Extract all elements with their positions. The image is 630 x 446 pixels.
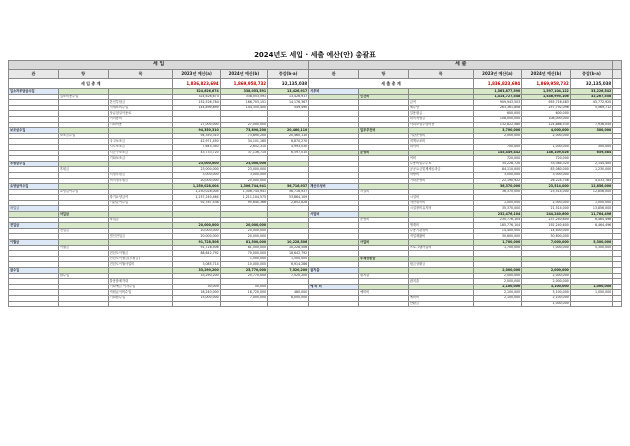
cell-rb: 3,100,000 (522, 290, 571, 296)
cell-lm: 불용품매각대 (108, 279, 173, 285)
cell-rb: 2,000,000 (522, 200, 571, 206)
cell-ra: 36,370,000 (473, 189, 522, 195)
cell-lk: 전입금 (9, 223, 59, 229)
cell-rk: 잡지출 (309, 268, 359, 274)
cell-lc: 18,642,792 (268, 251, 309, 257)
cell-lm: 상급침실이용료 (108, 111, 173, 117)
section-header-row (9, 61, 622, 70)
cell-rm: 제수당 (408, 105, 473, 111)
cell-rc: 13,856,000 (570, 206, 612, 212)
cell-lb: 20,000,000 (220, 178, 267, 184)
cell-rm: 프로그램사업비 (408, 245, 473, 251)
cell-rb: 124,886,530 (522, 122, 571, 128)
cell-rh: 운영비 (359, 217, 409, 223)
cell-rc: 1,230,000 (570, 167, 612, 173)
expense-section-header: 세 출 (309, 61, 613, 70)
cell-rc: 45,772,920 (570, 100, 612, 106)
cell-lc: 56,716,937 (268, 184, 309, 190)
cell-lc: 4,993,030 (268, 144, 309, 150)
cell-ra: 1,700,000 (473, 240, 522, 246)
cell-la: 20,000,000 (173, 223, 220, 229)
cell-lb: 73,890,200 (220, 128, 267, 134)
cell-lk: 요양급여수입 (9, 184, 59, 190)
cell-lm: 국고보조금 (108, 139, 173, 145)
cell-lc: 480,000 (268, 290, 309, 296)
cell-lc: 8,870,270 (268, 139, 309, 145)
cell-lh: 보조금수입 (58, 133, 108, 139)
cell-rb: 23,514,000 (522, 184, 571, 190)
cell-lm (108, 301, 173, 307)
cell-la: 152,526,784 (173, 100, 220, 106)
cell-lm: 전년도이월금(후원금) (108, 256, 173, 262)
cell-la: 324,626,674 (173, 89, 220, 95)
cell-la: 91,728,506 (173, 240, 220, 246)
cell-lb: 1,500,000 (220, 256, 267, 262)
cell-ra: 263,361,808 (473, 105, 522, 111)
cell-la: 3,000,000 (173, 172, 220, 178)
cell-lm: 장기요양급여 (108, 195, 173, 201)
cell-rc: 659,584 (570, 150, 612, 156)
cell-lb: 25,770,000 (220, 273, 267, 279)
cell-rc: 1,000,000 (570, 200, 612, 206)
cell-lb: 18,720,000 (220, 290, 267, 296)
cell-la: 15,000,000 (173, 295, 220, 301)
cell-lb: 1,306,744,941 (220, 184, 267, 190)
cell-la: 20,000,000 (173, 178, 220, 184)
cell-ra (473, 301, 522, 307)
cell-rh: 운영비 (359, 150, 409, 156)
cell-rb: 237,240,600 (522, 217, 571, 223)
cell-ra: 2,000,000 (473, 279, 522, 285)
cell-rc: 6,464,496 (570, 223, 612, 229)
col-mok: 목 (108, 70, 173, 79)
cell-lb: 1,306,744,941 (220, 189, 267, 195)
cell-rc: 12,856,000 (570, 189, 612, 195)
cell-rb: 192,240,600 (522, 223, 571, 229)
cell-rm: 직업재활비 (408, 234, 473, 240)
cell-lb: 1,211,104,575 (220, 195, 267, 201)
cell-lc: 13,426,917 (268, 89, 309, 95)
cell-rc: 1,000,000 (570, 284, 612, 290)
cell-lb: 23,000,000 (220, 167, 267, 173)
cell-lm: 기관급여수입 (108, 200, 173, 206)
cell-la: 3,085,714 (173, 262, 220, 268)
cell-lm: 이미용비 (108, 116, 173, 122)
cell-lc: 53,864,109 (268, 195, 309, 201)
cell-rb: 2,000,000 (522, 133, 571, 139)
cell-rk: 재산조성비 (309, 184, 359, 190)
cell-rb: 7,000,000 (522, 245, 571, 251)
cell-lc: 549,490 (268, 105, 309, 111)
cell-rc: 32,267,558 (570, 94, 612, 100)
cell-lb: 34,101,180 (220, 139, 267, 145)
cell-rm: 수용비및수수료 (408, 161, 473, 167)
cell-ra: 600,000 (473, 111, 522, 117)
cell-la: 50,000 (173, 284, 220, 290)
cell-lc: 10,228,506 (268, 240, 309, 246)
cell-la: 88,642,792 (173, 251, 220, 257)
income-section-header: 세 입 (9, 61, 309, 70)
cell-ra: 2,000,000 (473, 133, 522, 139)
col-2023: 2023년 예산(a) (173, 70, 220, 79)
col-2024: 2024년 예산(b) (220, 70, 267, 79)
cell-rb: 2,000,000 (522, 268, 571, 274)
cell-rb: 244,240,600 (522, 212, 571, 218)
cell-rc (570, 301, 612, 307)
cell-rm: 시설장비유지비 (408, 206, 473, 212)
cell-ra: 3,700,000 (473, 128, 522, 134)
cell-ra: 2,100,000 (473, 284, 522, 290)
cell-rb: 21,514,000 (522, 206, 571, 212)
cell-rm: 기관운영비 (408, 133, 473, 139)
cell-lc: 20,460,110 (268, 128, 309, 134)
cell-rm: 원금상환금 (408, 262, 473, 268)
cell-rc: 12,856,000 (570, 184, 612, 190)
cell-rm: 잡지출 (408, 279, 473, 285)
cell-ra: 30,600,000 (473, 234, 522, 240)
cell-ra: 1,700,000 (473, 245, 522, 251)
cell-lb (220, 301, 267, 307)
cell-lb: 7,000,000 (220, 295, 267, 301)
cell-la (173, 301, 220, 307)
cell-rc: 5,300,000 (570, 245, 612, 251)
cell-rb: 3,000,000 (522, 172, 571, 178)
cell-ra: 35,228,720 (473, 161, 522, 167)
cell-rh: 사업비 (359, 240, 409, 246)
income-total-label: 세 입 총 계 (9, 79, 173, 89)
cell-rb: 2,000,000 (522, 273, 571, 279)
cell-lc: 10,228,506 (268, 245, 309, 251)
cell-lc: 6,597,010 (268, 150, 309, 156)
cell-rc: 2,144,400 (570, 161, 612, 167)
cell-rm: 자산취득비 (408, 200, 473, 206)
cell-rh: 시설비 (359, 189, 409, 195)
col-kwan-right: 관 (309, 70, 359, 79)
cell-lm: 기타잡수입 (108, 295, 173, 301)
cell-lk: 보조금수입 (9, 128, 59, 134)
cell-la: 91,728,506 (173, 245, 220, 251)
cell-lc: 56,716,937 (268, 189, 309, 195)
cell-ra: 108,000,000 (473, 116, 522, 122)
cell-lk: 후원금수입 (9, 161, 59, 167)
cell-lb: 338,053,591 (220, 89, 267, 95)
cell-rm: 직책보조비 (408, 139, 473, 145)
cell-ra: 700,000 (473, 144, 522, 150)
cell-rb: 26,224,706 (522, 178, 571, 184)
col-hang: 항 (58, 70, 108, 79)
cell-lc: 6,914,286 (268, 262, 309, 268)
cell-lb: 2,652,310 (220, 144, 267, 150)
cell-rc: 300,000 (570, 128, 612, 134)
cell-ra: 3,000,000 (473, 172, 522, 178)
cell-lm: 본인부담금 (108, 100, 173, 106)
cell-rm: 생계비 (408, 223, 473, 229)
cell-lb: 81,500,000 (220, 245, 267, 251)
income-total-2024: 1,869,958,732 (220, 79, 267, 89)
totals-row (9, 79, 622, 89)
cell-lh: 입소비용수입 (58, 94, 108, 100)
cell-rb: 83,080,000 (522, 167, 571, 173)
cell-lb: 20,000,000 (220, 234, 267, 240)
cell-rb: 23,514,000 (522, 189, 571, 195)
cell-lb: 144,350,400 (220, 105, 267, 111)
cell-ra: 36,370,000 (473, 184, 522, 190)
table-row (9, 301, 622, 307)
cell-rh (359, 301, 409, 307)
col-diff-right: 증감(b-a) (570, 70, 612, 79)
cell-rm: 시설비 (408, 195, 473, 201)
cell-rm: 사회보험부담비용 (408, 122, 473, 128)
table-body (9, 89, 622, 307)
cell-la: 18,240,000 (173, 290, 220, 296)
cell-la: 42,971,450 (173, 139, 220, 145)
cell-lb: 81,500,000 (220, 240, 267, 246)
col-2023-right: 2023년 예산(a) (473, 70, 522, 79)
cell-rm: 일용잡급 (408, 111, 473, 117)
cell-la: 7,645,340 (173, 144, 220, 150)
expense-total-2023: 1,836,823,694 (473, 79, 522, 89)
cell-ra: 1,000,000 (473, 200, 522, 206)
income-total-2023: 1,836,823,694 (173, 79, 220, 89)
cell-rk (309, 301, 359, 307)
cell-lc: 14,176,367 (268, 100, 309, 106)
cell-rb: 600,000 (522, 111, 571, 117)
cell-ra: 132,822,580 (473, 122, 522, 128)
cell-lb: 25,770,000 (220, 268, 267, 274)
cell-rb: 720,000 (522, 156, 571, 162)
cell-la: 27,000,000 (173, 122, 220, 128)
cell-rb: 1,597,104,122 (522, 89, 571, 95)
cell-lc: 20,460,110 (268, 133, 309, 139)
cell-rb: 14,400,000 (522, 228, 571, 234)
cell-rb: 30,600,000 (522, 234, 571, 240)
cell-ra: 22,190,922 (473, 178, 522, 184)
col-2024-right: 2024년 예산(b) (522, 70, 571, 79)
cell-lc: 1,500,000 (268, 256, 309, 262)
budget-table (8, 60, 622, 307)
cell-rb: 108,000,000 (522, 116, 571, 122)
cell-la: 33,290,200 (173, 273, 220, 279)
cell-rh: 업무추진비 (359, 128, 409, 134)
cell-la: 94,350,310 (173, 133, 220, 139)
cell-rb: 3,100,000 (522, 284, 571, 290)
cell-lm: 기타예금 이자수입 (108, 284, 173, 290)
row-margin (613, 301, 622, 307)
cell-lc: 8,000,000 (268, 295, 309, 301)
cell-rm: 차량비 (408, 172, 473, 178)
cell-rm: 예비비 (408, 295, 473, 301)
cell-la: 33,290,200 (173, 268, 220, 274)
cell-lk: 입소자부담금수입 (9, 89, 59, 95)
expense-total-diff: 32,135,038 (570, 79, 612, 89)
cell-lm: 직원급식비수입 (108, 290, 173, 296)
cell-ra: 232,476,104 (473, 212, 522, 218)
cell-lb: 50,000 (220, 284, 267, 290)
cell-rh: 예비비 (359, 290, 409, 296)
cell-rh: 잡지출 (359, 273, 409, 279)
cell-rm: 수용기관경비 (408, 228, 473, 234)
cell-rc: 5,569,712 (570, 105, 612, 111)
cell-rc: 6,464,496 (570, 217, 612, 223)
cell-lb: 338,053,591 (220, 94, 267, 100)
cell-lm: 지정후원금 (108, 172, 173, 178)
cell-la: 20,000,000 (173, 228, 220, 234)
cell-lm: 전년도이월사업비 (108, 262, 173, 268)
cell-rc: 1,000,000 (570, 290, 612, 296)
cell-la: 1,250,028,004 (173, 189, 220, 195)
cell-rh: 인건비 (359, 94, 409, 100)
cell-lb: 27,000,000 (220, 122, 267, 128)
cell-lm: 법인전입금 (108, 234, 173, 240)
cell-lc: 7,520,200 (268, 273, 309, 279)
cell-rk: 사무비 (309, 89, 359, 95)
cell-rm: 여비 (408, 156, 473, 162)
cell-ra: 909,943,503 (473, 100, 522, 106)
cell-rb: 1,000,000 (522, 144, 571, 150)
cell-lc (268, 301, 309, 307)
budget-sheet (8, 0, 622, 446)
cell-lb: 3,000,000 (220, 172, 267, 178)
cell-rc: 7,936,050 (570, 122, 612, 128)
cell-la: 1,250,028,004 (173, 184, 220, 190)
page-title: 2024년도 세입 · 세출 예산(안) 총괄표 (254, 51, 376, 59)
expense-total-label: 세 출 총 계 (309, 79, 473, 89)
cell-lc: 7,520,200 (268, 268, 309, 274)
col-diff: 증감(b-a) (268, 70, 309, 79)
cell-la: 1,157,240,464 (173, 195, 220, 201)
cell-lb: 10,000,000 (220, 262, 267, 268)
cell-rb: 2,100,000 (522, 295, 571, 301)
cell-lb: 95,640,366 (220, 200, 267, 206)
cell-rb: 257,792,096 (522, 105, 571, 111)
cell-ra: 2,100,000 (473, 295, 522, 301)
cell-lm: 시군구보조금 (108, 150, 173, 156)
cell-la: 20,000,000 (173, 234, 220, 240)
cell-ra: 2,000,000 (473, 273, 522, 279)
cell-lc: 2,852,828 (268, 200, 309, 206)
cell-lb: 20,000,000 (220, 223, 267, 229)
cell-ra: 720,000 (473, 156, 522, 162)
cell-rb: 955,716,483 (522, 100, 571, 106)
cell-lc: 13,426,917 (268, 94, 309, 100)
cell-ra: 2,000,000 (473, 268, 522, 274)
cell-rm: 기타운영비 (408, 178, 473, 184)
cell-ra: 35,370,000 (473, 206, 522, 212)
cell-lm: 시도보조금 (108, 144, 173, 150)
cell-rk: 사업비 (309, 212, 359, 218)
cell-la: 43,733,720 (173, 150, 220, 156)
cell-lk: 잡수입 (9, 268, 59, 274)
cell-rb: 1,446,995,106 (522, 94, 571, 100)
cell-rm: 반환금 (408, 301, 473, 307)
cell-lb: 20,000,000 (220, 228, 267, 234)
cell-rc: 5,300,000 (570, 240, 612, 246)
cell-la: 94,350,310 (173, 128, 220, 134)
cell-lh: 전입금 (58, 228, 108, 234)
cell-ra: 14,400,000 (473, 228, 522, 234)
cell-rb: 2,000,000 (522, 279, 571, 285)
cell-rh: 부채상환금 (359, 256, 409, 262)
cell-lk (9, 301, 59, 307)
cell-rc: 33,226,542 (570, 89, 612, 95)
cell-rb: 7,000,000 (522, 240, 571, 246)
cell-lh: 후원금 (58, 167, 108, 173)
cell-rc: 300,000 (570, 144, 612, 150)
cell-lm: 기타비용 (108, 122, 173, 128)
cell-ra: 2,100,000 (473, 290, 522, 296)
cell-rm: 퇴직적립금 (408, 116, 473, 122)
cell-lh: 요양급여수입 (58, 189, 108, 195)
cell-lm: 전년도이월금 (108, 251, 173, 257)
cell-lh: 이월금 (58, 245, 108, 251)
cell-ra: 230,776,104 (473, 217, 522, 223)
cell-rm: 공공요금및제세공과금 (408, 167, 473, 173)
cell-la: 23,000,000 (173, 161, 220, 167)
cell-lm: 차입금 (108, 217, 173, 223)
cell-la: 324,626,674 (173, 94, 220, 100)
expense-total-2024: 1,869,958,732 (522, 79, 571, 89)
cell-lh (58, 301, 108, 307)
cell-lh: 잡수입 (58, 273, 108, 279)
col-kwan: 관 (9, 70, 59, 79)
cell-la: 92,787,538 (173, 200, 220, 206)
cell-lb: 37,136,710 (220, 150, 267, 156)
cell-lk: 이월금 (9, 240, 59, 246)
cell-lh: 차입금 (58, 212, 108, 218)
cell-rb: 146,109,026 (522, 150, 571, 156)
cell-ra: 185,776,104 (473, 223, 522, 229)
cell-rb: 33,084,320 (522, 161, 571, 167)
cell-rm: 급여 (408, 100, 473, 106)
cell-la: 23,000,000 (173, 167, 220, 173)
cell-lb: 166,703,151 (220, 100, 267, 106)
cell-ra: 145,449,442 (473, 150, 522, 156)
cell-rk: 예 비 비 (309, 284, 359, 290)
cell-ra: 1,563,877,590 (473, 89, 522, 95)
income-total-diff: 32,135,038 (268, 79, 309, 89)
cell-lk: 차입금 (9, 206, 59, 212)
cell-ra: 1,414,727,548 (473, 94, 522, 100)
col-hang-right: 항 (359, 70, 409, 79)
col-mok-right: 목 (408, 70, 473, 79)
cell-ra: 84,110,000 (473, 167, 522, 173)
cell-lb: 73,890,200 (220, 133, 267, 139)
cell-rc: 4,033,784 (570, 178, 612, 184)
cell-lb: 70,000,000 (220, 251, 267, 257)
column-header-row (9, 70, 622, 79)
cell-rm: 회의비 (408, 144, 473, 150)
cell-la: 144,899,890 (173, 105, 220, 111)
cell-lb: 23,000,000 (220, 161, 267, 167)
cell-lm: 기타보조금 (108, 156, 173, 162)
cell-rc: 11,764,496 (570, 212, 612, 218)
cell-lm: 식재료비수입 (108, 105, 173, 111)
cell-rb: 1,000,000 (522, 301, 571, 307)
cell-rb: 4,000,000 (522, 128, 571, 134)
cell-lm: 비지정후원금 (108, 178, 173, 184)
